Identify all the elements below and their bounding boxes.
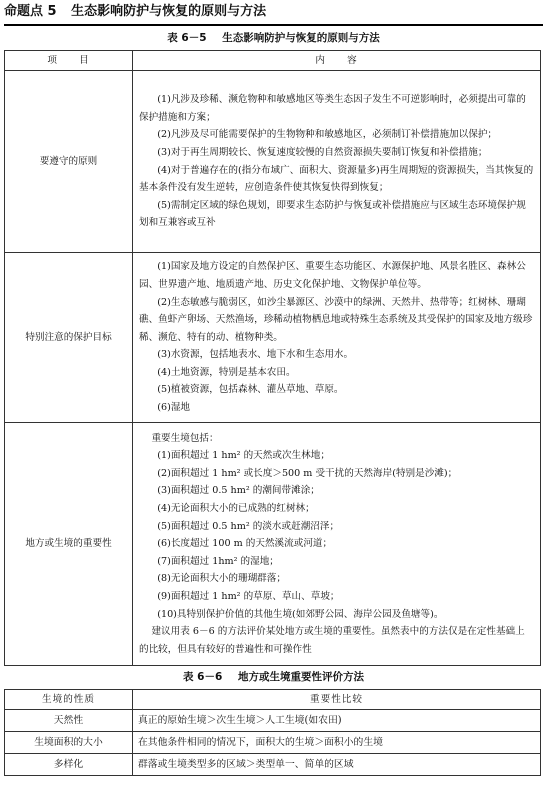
content-line: (5)需制定区域的绿色规划，即要求生态防护与恢复或补偿措施应与区域生态环境保护规划和互兼容或互补 <box>139 199 526 229</box>
row-compare: 群落或生境类型多的区域＞类型单一、简单的区域 <box>133 754 541 776</box>
table2-col-nature: 生境的性质 <box>5 690 133 710</box>
content-line: (2)凡涉及尽可能需要保护的生物物种和敏感地区，必须制订补偿措施加以保护； <box>157 129 498 141</box>
content-line: (1)凡涉及珍稀、濒危物种和敏感地区等类生态因子发生不可逆影响时，必须提出可靠的保护措施和方案； <box>139 94 526 123</box>
content-line: (1)国家及地方设定的自然保护区、重要生态功能区、水源保护地、风景名胜区、森林公园、世界遗产地、地质遗产地、历史文化保护地、文物保护单位等。 <box>139 261 526 290</box>
table2 <box>4 689 541 776</box>
content-line: (6)长度超过 100 m 的天然溪流或河道； <box>157 538 333 550</box>
content-line: (5)植被资源，包括森林、灌丛草地、草原。 <box>157 384 344 396</box>
content-line: (4)无论面积大小的已成熟的红树林； <box>157 503 315 515</box>
row-compare: 在其他条件相同的情况下，面积大的生境＞面积小的生境 <box>133 732 541 754</box>
table1-caption <box>0 30 547 45</box>
row-compare: 真正的原始生境＞次生生境＞人工生境(如农田) <box>133 710 541 732</box>
table1-caption-title: 生态影响防护与恢复的原则与方法 <box>222 32 380 44</box>
row-nature: 多样化 <box>5 754 133 776</box>
table2-caption <box>0 669 547 684</box>
table-row <box>5 71 541 253</box>
content-line: (4)土地资源，特别是基本农田。 <box>157 366 296 378</box>
table-row <box>5 754 541 776</box>
row-content <box>133 71 541 253</box>
table1 <box>4 50 541 666</box>
content-line: (8)无论面积大小的珊瑚群落； <box>157 573 286 585</box>
table1-caption-number: 表 6－5 <box>167 32 207 44</box>
table2-header-row <box>5 690 541 710</box>
content-line: (6)湿地 <box>157 402 191 414</box>
row-nature: 天然性 <box>5 710 133 732</box>
content-intro: 重要生境包括： <box>151 432 219 444</box>
content-note: 建议用表 6－6 的方法评价某处地方或生境的重要性。虽然表中的方法仅是在定性基础上的比较，但具有较好的普遍性和可操作性 <box>139 626 525 655</box>
row-label: 特别注意的保护目标 <box>5 253 133 423</box>
row-label: 地方或生境的重要性 <box>5 423 133 666</box>
content-line: (3)水资源，包括地表水、地下水和生态用水。 <box>157 349 354 361</box>
section-header <box>4 2 543 26</box>
section-point: 命题点 5 <box>4 4 57 19</box>
table-row <box>5 732 541 754</box>
content-line: (4)对于普遍存在的(指分布域广、面积大、资源量多)再生周期短的资源损失，当其恢复的基本条件没有发生逆转，应创造条件使其恢复快得到恢复； <box>139 164 534 194</box>
row-label: 要遵守的原则 <box>5 71 133 253</box>
table1-col-content: 内 容 <box>133 51 541 71</box>
table-row <box>5 423 541 666</box>
content-line: (2)生态敏感与脆弱区，如沙尘暴源区、沙漠中的绿洲、天然井、热带等；红树林、珊瑚礁、鱼虾产卵场、天然渔场，珍稀动植物栖息地或特殊生态系统及其受保护的国家及地方级珍稀、濒危、特有的动、植物种类。 <box>139 296 533 343</box>
content-line: (10)具特别保护价值的其他生境(如郊野公园、海岸公园及鱼塘等)。 <box>157 608 444 620</box>
content-line: (9)面积超过 1 hm² 的草原、草山、草坡； <box>157 590 340 602</box>
table1-col-item: 项 目 <box>5 51 133 71</box>
table1-header-row <box>5 51 541 71</box>
section-title: 生态影响防护与恢复的原则与方法 <box>71 4 267 19</box>
table-row <box>5 253 541 423</box>
row-nature: 生境面积的大小 <box>5 732 133 754</box>
content-line: (1)面积超过 1 hm² 的天然或次生林地； <box>157 450 330 462</box>
content-line: (3)面积超过 0.5 hm² 的潮间带滩涂； <box>157 485 320 497</box>
table2-col-compare: 重要性比较 <box>133 690 541 710</box>
content-line: (7)面积超过 1hm² 的湿地； <box>157 555 279 567</box>
table2-caption-number: 表 6－6 <box>183 671 223 683</box>
content-line: (3)对于再生周期较长、恢复速度较慢的自然资源损失要制订恢复和补偿措施； <box>157 146 488 158</box>
table2-caption-title: 地方或生境重要性评价方法 <box>237 671 364 683</box>
content-line: (5)面积超过 0.5 hm² 的淡水或赶潮沼泽； <box>157 520 340 532</box>
row-content <box>133 423 541 666</box>
row-content <box>133 253 541 423</box>
content-line: (2)面积超过 1 hm² 或长度＞500 m 受干扰的天然海岸(特别是沙滩)； <box>157 467 458 479</box>
table-row <box>5 710 541 732</box>
